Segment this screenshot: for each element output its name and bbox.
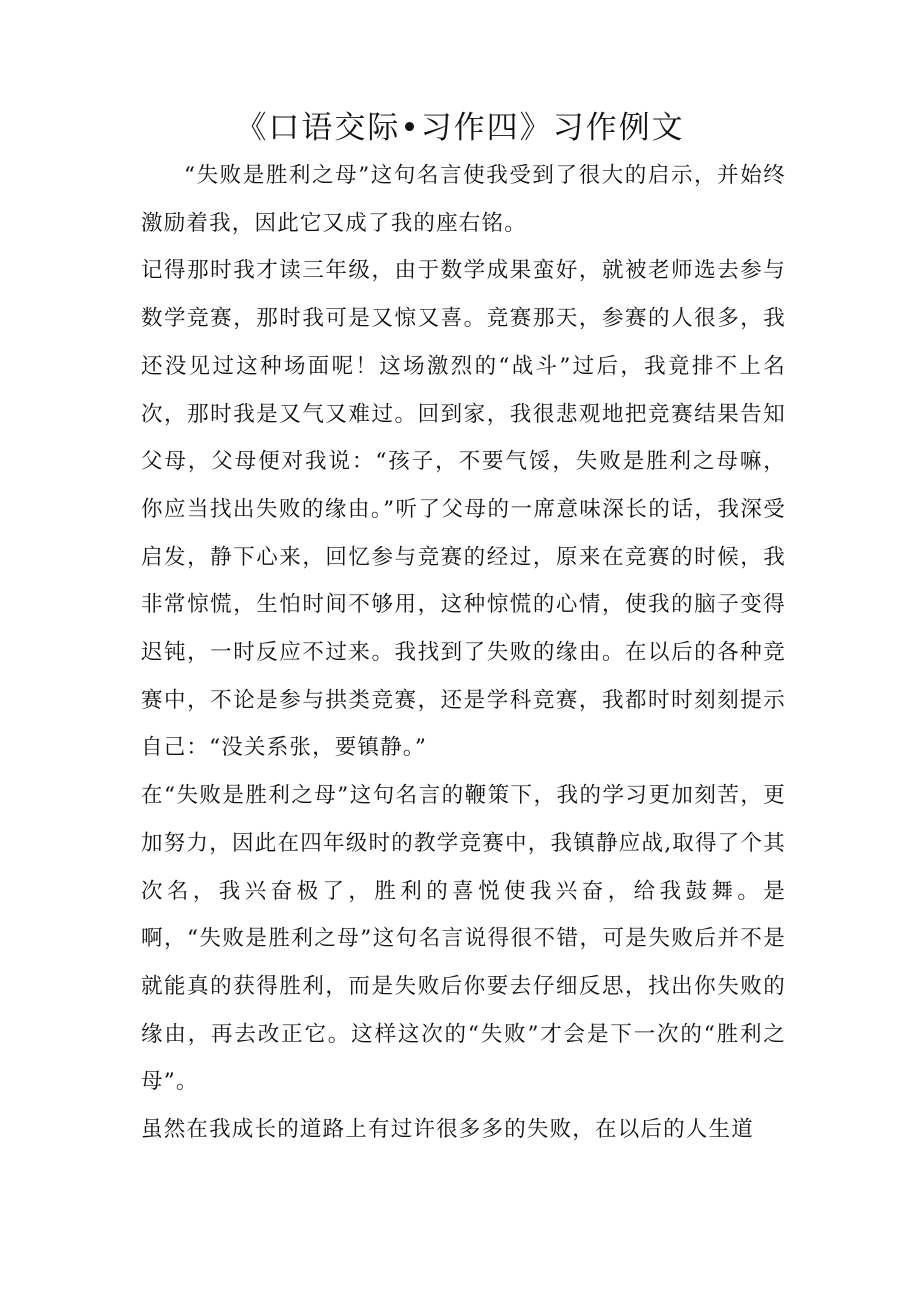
paragraph-intro: “失败是胜利之母”这句名言使我受到了很大的启示，并始终激励着我，因此它又成了我的座右铭。 xyxy=(141,163,786,236)
paragraph-reflection: 在“失败是胜利之母”这句名言的鞭策下，我的学习更加刻苦，更加努力，因此在四年级时的教学竞赛中，我镇静应战,取得了个其次名，我兴奋极了，胜利的喜悦使我兴奋，给我鼓舞。是啊，“失败是胜利之母”这句名言说得很不错，可是失败后并不是就能真的获得胜利，而是失败后你要去仔细反思，找出你失败的缘由，再去改正它。这样这次的“失败”才会是下一次的“胜利之母”。 xyxy=(141,783,786,1095)
document-body xyxy=(141,152,786,1154)
document-title: 《口语交际•习作四》习作例文 xyxy=(235,110,685,146)
paragraph-story: 记得那时我才读三年级，由于数学成果蛮好，就被老师选去参与数学竞赛，那时我可是又惊又喜。竞赛那天，参赛的人很多，我还没见过这种场面呢！这场激烈的“战斗”过后，我竟排不上名次，那时我是又气又难过。回到家，我很悲观地把竞赛结果告知父母，父母便对我说：“孩子，不要气馁，失败是胜利之母嘛，你应当找出失败的缘由。”听了父母的一席意味深长的话，我深受启发，静下心来，回忆参与竞赛的经过，原来在竞赛的时候，我非常惊慌，生怕时间不够用，这种惊慌的心情，使我的脑子变得迟钝，一时反应不过来。我找到了失败的缘由。在以后的各种竞赛中，不论是参与拱类竞赛，还是学科竞赛，我都时时刻刻提示自己：“没关系张，要镇静。” xyxy=(141,258,786,761)
paragraph-closing: 虽然在我成长的道路上有过许很多多的失败，在以后的人生道 xyxy=(141,1117,754,1143)
